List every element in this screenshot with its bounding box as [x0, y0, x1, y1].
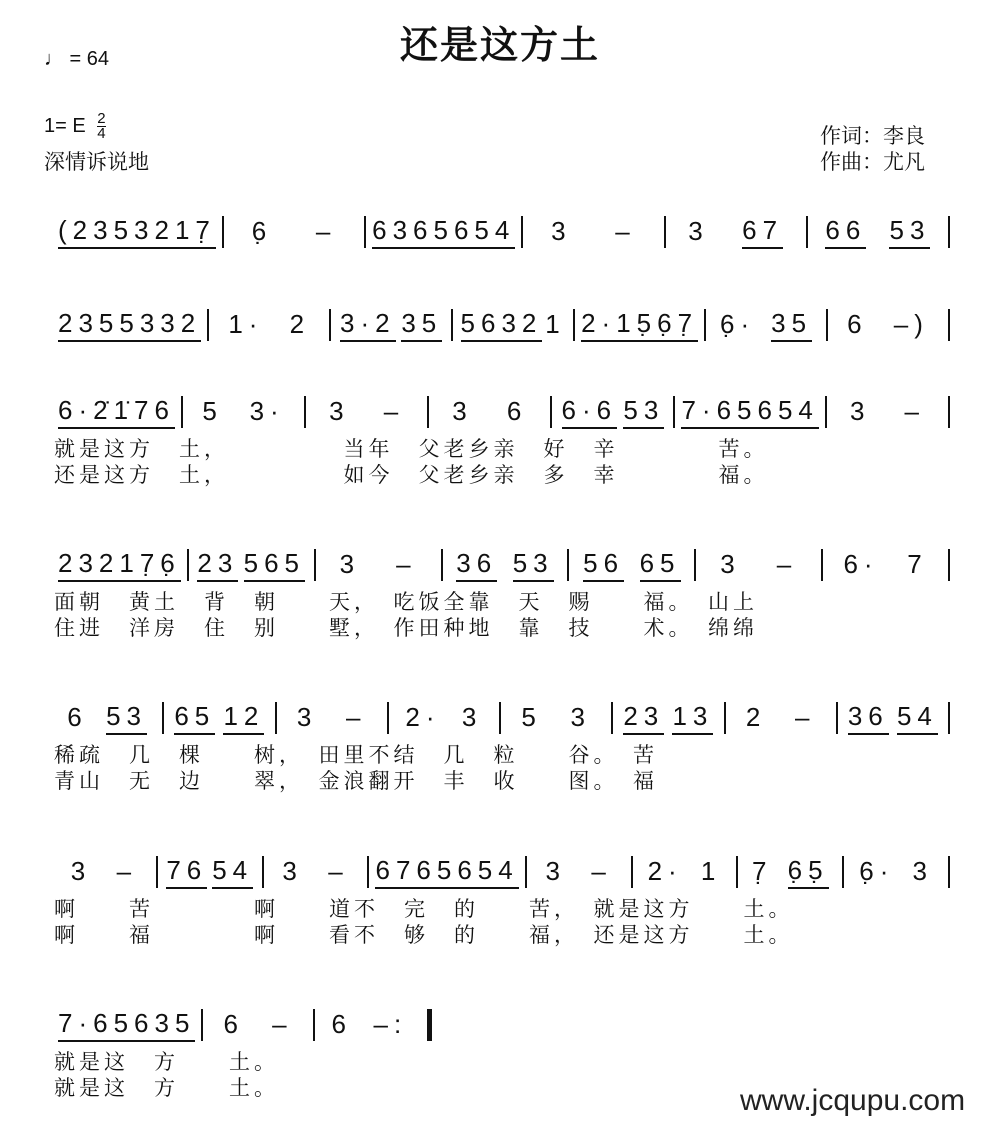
measure	[316, 549, 441, 581]
bar-line	[948, 216, 950, 248]
note-group: 6·6	[562, 395, 618, 429]
bar-line	[948, 396, 950, 428]
note-group: 5635	[114, 1008, 196, 1042]
lyric-line-verse-2: 还是这方 土， 如今 父老乡亲 多 幸 福。	[54, 463, 769, 487]
watermark: www.jcqupu.com	[740, 1084, 966, 1117]
note-group: 7̣	[751, 856, 773, 886]
measure	[183, 396, 304, 428]
bar-line	[948, 549, 950, 581]
note-group: 3	[551, 216, 572, 246]
note-group: 7	[907, 549, 928, 579]
lyric-line-verse-2: 青山 无 边 翠， 金浪翻开 丰 收 图。 福	[54, 769, 658, 793]
note-group: 6·	[843, 549, 879, 579]
note-group: 35	[771, 308, 812, 342]
measure	[569, 548, 694, 582]
measure	[666, 215, 806, 249]
measure	[613, 701, 723, 735]
note-group: 6	[506, 396, 528, 426]
bar-line	[948, 309, 950, 341]
note-group: 3	[329, 396, 350, 426]
measure	[443, 548, 568, 582]
lyric-line-verse-1: 啊 苦 啊 道不 完 的 苦， 就是这方 土。	[54, 897, 794, 921]
notation-system	[52, 854, 950, 890]
note-group: 5̣6̣7̣	[637, 308, 698, 342]
note-group: 6	[847, 309, 868, 339]
note-group: 6	[223, 1009, 244, 1039]
bar-line	[948, 856, 950, 888]
note-group: 2	[289, 309, 311, 339]
measure	[369, 855, 524, 889]
note-group: 3	[461, 702, 483, 732]
note-group: 3	[912, 856, 933, 886]
measure	[844, 856, 948, 888]
tempo-marking: ♩ = 64	[44, 48, 110, 70]
note-group: 6̣·	[859, 856, 895, 886]
note-group: 636	[372, 215, 433, 249]
note-group: 67	[742, 215, 783, 249]
key-signature	[44, 112, 106, 141]
note-group: 5	[521, 702, 542, 732]
note-group: 3·	[249, 396, 285, 426]
note-group: –	[591, 856, 612, 886]
note-group: –	[116, 856, 138, 886]
note-group: 6̣	[251, 216, 273, 246]
note-group: 36	[848, 701, 889, 735]
measure	[189, 548, 314, 582]
note-group: 7·6	[58, 1008, 114, 1042]
time-signature	[97, 112, 105, 141]
expression-marking: 深情诉说地	[44, 150, 149, 174]
note-group: 53	[106, 701, 147, 735]
measure	[675, 395, 824, 429]
note-group: 36	[456, 548, 497, 582]
note-group: 6̣·	[720, 309, 756, 339]
note-group: 53	[513, 548, 554, 582]
measure	[828, 309, 948, 341]
note-group: 54	[897, 701, 938, 735]
note-group: –	[904, 396, 925, 426]
measure	[209, 309, 329, 341]
note-group: 12	[223, 701, 264, 735]
note-group: 13	[672, 701, 713, 735]
lyric-line-verse-1: 稀疏 几 棵 树， 田里不结 几 粒 谷。 苦	[54, 743, 658, 767]
note-group: 5632	[461, 308, 543, 342]
note-group: 6	[331, 1009, 352, 1039]
measure	[726, 702, 836, 734]
note-group: 17̣6̣	[119, 548, 180, 582]
note-group: 56	[583, 548, 624, 582]
lyric-line-verse-1: 就是这方 土， 当年 父老乡亲 好 辛 苦。	[54, 437, 769, 461]
note-group: 3	[282, 856, 303, 886]
measure	[52, 548, 187, 582]
measure	[164, 701, 274, 735]
measure	[738, 855, 842, 889]
note-group: 66	[825, 215, 866, 249]
measure	[527, 856, 631, 888]
note-group: 3	[545, 856, 566, 886]
note-group: 1·	[228, 309, 264, 339]
note-group: 6	[67, 702, 88, 732]
measure	[453, 308, 573, 342]
note-group: 65	[640, 548, 681, 582]
notation-system	[52, 547, 950, 583]
bar-line	[427, 1009, 432, 1041]
note-group: 2·	[647, 856, 683, 886]
note-group: –	[345, 702, 367, 732]
note-group: –	[315, 216, 337, 246]
measure	[633, 856, 737, 888]
measure	[224, 216, 364, 248]
note-group: –)	[893, 309, 929, 339]
lyric-line-verse-1: 面朝 黄土 背 朝 天， 吃饭全靠 天 赐 福。 山上	[54, 590, 758, 614]
time-top: 2	[97, 110, 106, 127]
measure	[501, 702, 611, 734]
lyric-line-verse-2: 住进 洋房 住 别 墅， 作田种地 靠 技 术。 绵绵	[54, 616, 758, 640]
note-group: 35	[401, 308, 442, 342]
measure	[827, 396, 948, 428]
note-group: 53	[889, 215, 930, 249]
note-group: 65	[174, 701, 215, 735]
measure	[52, 701, 162, 735]
measure	[552, 395, 673, 429]
note-group: 53	[623, 395, 664, 429]
measure	[823, 549, 948, 581]
measure	[706, 308, 826, 342]
measure	[523, 216, 663, 248]
measure	[264, 856, 368, 888]
measure	[52, 308, 207, 342]
note-group: –	[383, 396, 405, 426]
note-group: 5332	[119, 308, 201, 342]
note-group: 6̣5̣	[788, 855, 829, 889]
notation-system	[52, 394, 950, 430]
measure	[52, 1008, 201, 1042]
measure	[575, 308, 704, 342]
note-group: 3	[70, 856, 92, 886]
lyric-line-verse-2: 啊 福 啊 看不 够 的 福， 还是这方 土。	[54, 923, 794, 947]
measure	[429, 396, 550, 428]
bar-line	[948, 702, 950, 734]
note-group: 5654	[434, 215, 516, 249]
notation-system	[52, 700, 950, 736]
note-group: 2	[745, 702, 767, 732]
note-group: 3	[688, 216, 709, 246]
note-group: 5654	[437, 855, 519, 889]
note-group: 3	[570, 702, 591, 732]
note-group: 1	[700, 856, 722, 886]
measure	[52, 395, 181, 429]
note-group: –:	[373, 1009, 408, 1039]
measure	[696, 549, 821, 581]
note-group: 676	[375, 855, 436, 889]
song-title: 还是这方土	[399, 23, 600, 67]
time-bottom: 4	[97, 125, 106, 142]
measure	[203, 1009, 312, 1041]
note-group: 23	[197, 548, 238, 582]
note-group: 23	[623, 701, 664, 735]
notation-system	[52, 307, 950, 343]
note-group: 1	[545, 309, 566, 339]
measure	[808, 215, 948, 249]
note-group: 3	[849, 396, 871, 426]
note-group: 1̇76	[114, 395, 175, 429]
lyric-line-verse-2: 就是这 方 土。	[54, 1076, 279, 1100]
measure	[158, 855, 262, 889]
note-group: 3·2	[340, 308, 396, 342]
note-group: 5	[202, 396, 223, 426]
key-label: 1= E	[44, 114, 86, 137]
note-group: –	[794, 702, 816, 732]
note-group: 2·	[405, 702, 441, 732]
measure	[315, 1009, 424, 1041]
measure	[838, 701, 948, 735]
note-group: 3	[339, 549, 361, 579]
note-group: –	[776, 549, 798, 579]
note-group: 2·1	[581, 308, 637, 342]
note-group: (235	[58, 215, 134, 249]
note-group: 3	[720, 549, 741, 579]
measure	[389, 702, 499, 734]
notation-system	[52, 1007, 432, 1043]
note-group: 54	[212, 855, 253, 889]
note-group: 6·2̇	[58, 395, 114, 429]
note-group: –	[615, 216, 636, 246]
measure	[52, 856, 156, 888]
note-group: 76	[166, 855, 207, 889]
note-group: 7·6	[681, 395, 737, 429]
note-group: 3	[452, 396, 473, 426]
note-group: 5654	[737, 395, 819, 429]
measure	[331, 308, 451, 342]
measure	[306, 396, 427, 428]
note-group: –	[272, 1009, 293, 1039]
note-group: –	[396, 549, 417, 579]
note-group: –	[328, 856, 349, 886]
note-group: 565	[244, 548, 305, 582]
lyricist-credit: 作词：李良	[820, 124, 925, 148]
lyric-line-verse-1: 就是这 方 土。	[54, 1050, 279, 1074]
note-group: 3217̣	[134, 215, 216, 249]
note-group: 235	[58, 308, 119, 342]
composer-credit: 作曲：尤凡	[820, 150, 925, 174]
notation-system	[52, 214, 950, 250]
measure	[52, 215, 222, 249]
note-group: 3	[296, 702, 318, 732]
note-group: 232	[58, 548, 119, 582]
measure	[366, 215, 521, 249]
measure	[277, 702, 387, 734]
